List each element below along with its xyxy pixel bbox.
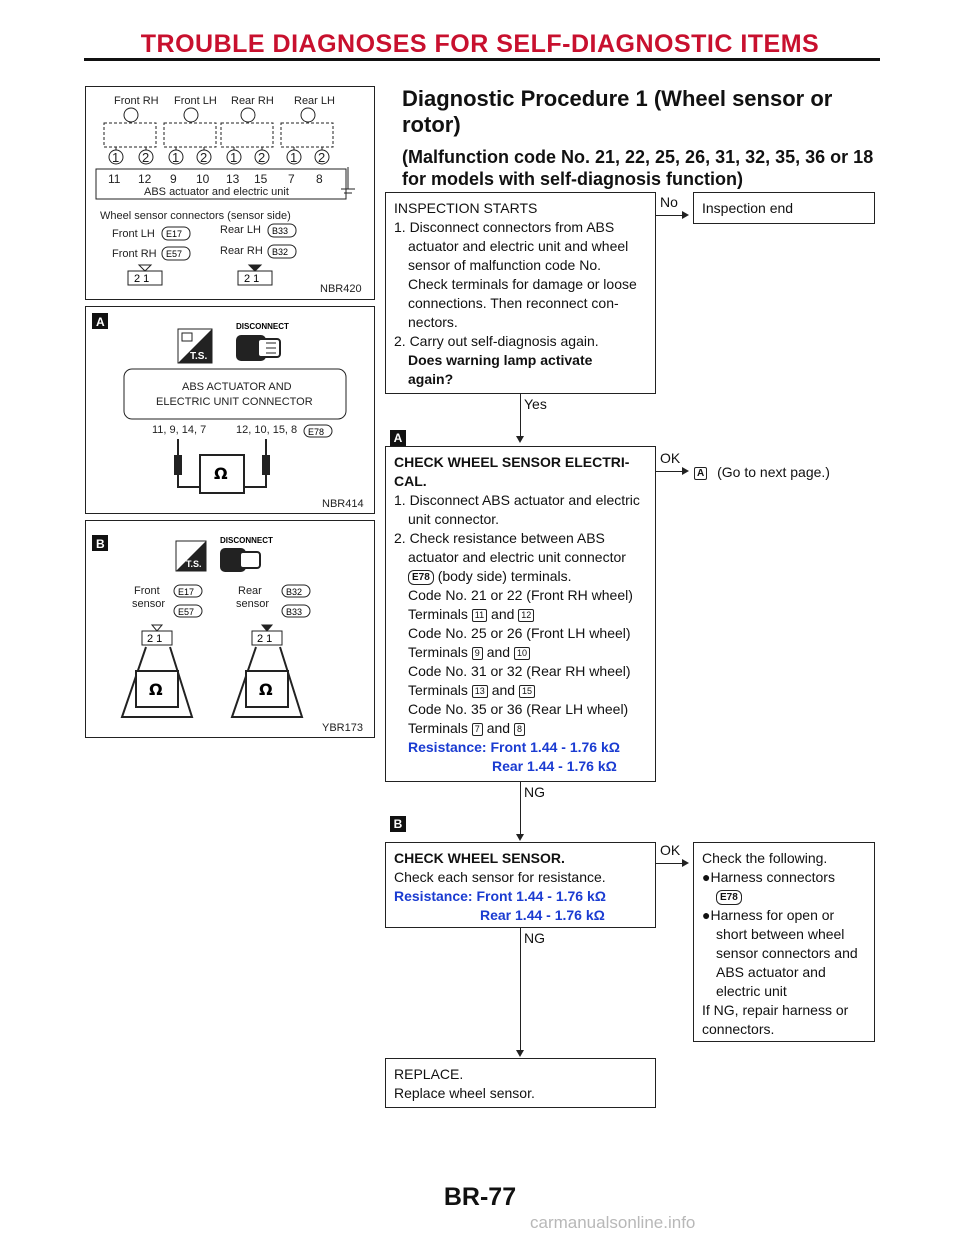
inspection-step-1-cont: connections. Then reconnect con- — [408, 295, 619, 311]
tester-icon — [176, 541, 206, 571]
label-front-lh: Front LH — [174, 95, 217, 107]
inspection-step-1-cont: sensor of malfunction code No. — [408, 257, 601, 273]
label-rear-lh: Rear LH — [294, 95, 335, 107]
inspection-step-1-cont: actuator and electric unit and wheel — [408, 238, 629, 254]
terminal-15: 15 — [254, 172, 268, 186]
figure-code: YBR173 — [322, 722, 363, 734]
procedure-heading: Diagnostic Procedure 1 (Wheel sensor or rotor) — [402, 86, 833, 137]
inspection-question: Does warning lamp activate — [408, 352, 593, 368]
yes-connector-line — [520, 394, 521, 436]
ok-arrow-icon — [682, 467, 689, 475]
check-following-footer: connectors. — [702, 1021, 775, 1037]
ng-connector-line — [520, 928, 521, 1050]
no-connector-line — [656, 215, 682, 216]
step-mark-b: B — [390, 816, 406, 832]
front-rh-label: Front RH — [112, 248, 157, 260]
connector-e57: E57 — [178, 607, 195, 617]
ok-connector-line — [656, 863, 682, 864]
connector-disconnect-icon — [220, 548, 260, 572]
code-desc: Code No. 25 or 26 (Front LH wheel) — [408, 625, 631, 641]
connector-b32: B32 — [272, 247, 289, 257]
pin-1: 1 — [172, 150, 180, 165]
no-arrow-icon — [682, 211, 689, 219]
code-desc: Code No. 35 or 36 (Rear LH wheel) — [408, 701, 629, 717]
figure-code: NBR420 — [320, 283, 362, 295]
pin-1: 1 — [230, 150, 238, 165]
connector-e17: E17 — [178, 587, 195, 597]
sensor-coil-icon — [184, 108, 198, 122]
pin-2: 2 — [200, 150, 208, 165]
sensor-coil-icon — [241, 108, 255, 122]
figure-sensor-check — [85, 520, 375, 738]
body-side-line: E78 (body side) terminals. — [394, 567, 647, 586]
sensor-resistance-rear: Rear 1.44 - 1.76 kΩ — [480, 907, 605, 923]
terminal-9: 9 — [170, 172, 177, 186]
inspection-step-1-cont: nectors. — [408, 314, 458, 330]
code-desc: Code No. 21 or 22 (Front RH wheel) — [408, 587, 633, 603]
front-lh-label: Front LH — [112, 228, 155, 240]
terminals-line: Terminals 7 and 8 — [394, 719, 647, 738]
check-item-cont: electric unit — [716, 983, 787, 999]
step-mark-a: A — [390, 430, 406, 446]
rear-connector-pins: 2 1 — [257, 633, 273, 645]
wiring-diagram-svg — [86, 87, 374, 299]
figure-abs-connector-check — [85, 306, 375, 514]
pin-1: 1 — [112, 150, 120, 165]
front-sensor-label-1: Front — [134, 585, 160, 597]
pin-2: 2 — [258, 150, 266, 165]
svg-text:A: A — [96, 315, 105, 329]
inspection-end-box: Inspection end — [693, 192, 875, 224]
check-following-footer: If NG, repair harness or — [702, 1002, 849, 1018]
terminal-12: 12 — [138, 172, 152, 186]
ok-label: OK — [660, 450, 681, 466]
ng-label: NG — [524, 784, 545, 800]
pin-2: 2 — [142, 150, 150, 165]
yes-label: Yes — [524, 396, 547, 412]
front-connector-pins: 2 1 — [147, 633, 163, 645]
page-number: BR-77 — [443, 1183, 517, 1211]
disconnect-label: DISCONNECT — [220, 536, 273, 545]
ok-label: OK — [660, 842, 681, 858]
sensor-check-svg — [86, 521, 374, 737]
bullet-icon: ● — [702, 869, 711, 885]
connectors-title: Wheel sensor connectors (sensor side) — [100, 210, 291, 222]
ng-arrow-icon — [516, 1050, 524, 1057]
check-sensor-title: CHECK WHEEL SENSOR. — [394, 850, 565, 866]
page-header-title: TROUBLE DIAGNOSES FOR SELF-DIAGNOSTIC ITEMS — [140, 30, 820, 58]
rear-lh-label: Rear LH — [220, 224, 261, 236]
terminal-10: 10 — [196, 172, 210, 186]
terminal-7: 7 — [288, 172, 295, 186]
check-following-title: Check the following. — [702, 850, 828, 866]
unit-label: ABS actuator and electric unit — [144, 186, 289, 198]
svg-text:T.S.: T.S. — [186, 559, 202, 569]
disconnect-label: DISCONNECT — [236, 322, 289, 331]
connector-e78: E78 — [408, 570, 434, 585]
front-sensor-label-2: sensor — [132, 598, 166, 610]
rear-rh-label: Rear RH — [220, 245, 263, 257]
connector-e78: E78 — [716, 890, 742, 905]
check-item-conn — [702, 887, 866, 906]
header-rule — [84, 58, 880, 61]
check-electrical-step-2: 2. Check resistance between ABS — [394, 530, 605, 546]
replace-line: Replace wheel sensor. — [394, 1085, 535, 1101]
tester-icon — [178, 329, 212, 363]
procedure-subtitle: (Malfunction code No. 21, 22, 25, 26, 31, 32, 35, 36 or 18 for models with self-diagnosis function) — [402, 147, 874, 189]
svg-text:B: B — [96, 537, 105, 551]
connector-b32: B32 — [286, 587, 303, 597]
connector-b33: B33 — [272, 226, 289, 236]
yes-arrow-icon — [516, 436, 524, 443]
check-sensor-box — [385, 842, 656, 928]
check-item: ●Harness for open or — [702, 907, 835, 923]
check-electrical-step-2-cont: actuator and electric unit connector — [408, 549, 626, 565]
terminal-11: 11 — [108, 172, 121, 186]
figure-wiring-diagram — [85, 86, 375, 300]
label-rear-rh: Rear RH — [231, 95, 274, 107]
svg-text:Ω: Ω — [214, 464, 228, 483]
left-terminals: 11, 9, 14, 7 — [152, 424, 207, 436]
svg-text:T.S.: T.S. — [190, 351, 208, 362]
terminals-line: Terminals 13 and 15 — [394, 681, 647, 700]
inspection-title: INSPECTION STARTS — [394, 200, 538, 216]
connector-e57: E57 — [166, 249, 183, 259]
replace-box — [385, 1058, 656, 1108]
terminal-13: 13 — [226, 172, 240, 186]
terminals-line: Terminals 11 and 12 — [394, 605, 647, 624]
terminal-8: 8 — [316, 172, 323, 186]
pin-1: 1 — [290, 150, 298, 165]
figure-code: NBR414 — [322, 498, 364, 510]
ng-connector-line — [520, 782, 521, 834]
sensor-coil-icon — [301, 108, 315, 122]
sensor-coil-icon — [124, 108, 138, 122]
rear-sensor-label-2: sensor — [236, 598, 270, 610]
check-electrical-step-1: 1. Disconnect ABS actuator and electric — [394, 492, 640, 508]
abs-connector-svg — [86, 307, 374, 513]
right-terminals: 12, 10, 15, 8 — [236, 424, 298, 436]
connector-b33: B33 — [286, 607, 303, 617]
check-electrical-title: CAL. — [394, 473, 427, 489]
pin-2: 2 — [318, 150, 326, 165]
ok-connector-line — [656, 471, 682, 472]
ng-label: NG — [524, 930, 545, 946]
replace-title: REPLACE. — [394, 1066, 464, 1082]
sensor-resistance-front: Resistance: Front 1.44 - 1.76 kΩ — [394, 888, 606, 904]
bullet-icon: ● — [702, 907, 711, 923]
check-following-box — [693, 842, 875, 1042]
abs-connector-title-2: ELECTRIC UNIT CONNECTOR — [156, 396, 313, 408]
check-electrical-box — [385, 446, 656, 782]
check-item-cont: short between wheel — [716, 926, 845, 942]
ng-arrow-icon — [516, 834, 524, 841]
rear-sensor-label-1: Rear — [238, 585, 262, 597]
rear-connector-pins: 2 1 — [244, 273, 260, 285]
no-label: No — [660, 194, 678, 210]
connector-disconnect-icon — [236, 335, 280, 361]
terminals-line: Terminals 9 and 10 — [394, 643, 647, 662]
inspection-step-1-cont: Check terminals for damage or loose — [408, 276, 637, 292]
abs-connector-title-1: ABS ACTUATOR AND — [182, 381, 292, 393]
inspection-step-2: 2. Carry out self-diagnosis again. — [394, 333, 599, 349]
goto-next-page: A (Go to next page.) — [694, 464, 830, 480]
watermark: carmanualsonline.info — [530, 1213, 696, 1232]
resistance-rear: Rear 1.44 - 1.76 kΩ — [492, 758, 617, 774]
check-electrical-title: CHECK WHEEL SENSOR ELECTRI- — [394, 454, 630, 470]
label-front-rh: Front RH — [114, 95, 159, 107]
front-connector-pins: 2 1 — [134, 273, 150, 285]
svg-text:Ω: Ω — [149, 680, 163, 699]
check-sensor-line: Check each sensor for resistance. — [394, 869, 606, 885]
inspection-step-1: 1. Disconnect connectors from ABS — [394, 219, 615, 235]
check-electrical-step-1-cont: unit connector. — [408, 511, 500, 527]
check-item: ●Harness connectors — [702, 869, 835, 885]
ok-arrow-icon — [682, 859, 689, 867]
svg-text:Ω: Ω — [259, 680, 273, 699]
inspection-starts-box — [385, 192, 656, 394]
check-item-cont: ABS actuator and — [716, 964, 826, 980]
connector-e78: E78 — [308, 427, 325, 437]
check-item-cont: sensor connectors and — [716, 945, 858, 961]
goto-mark: A — [694, 467, 707, 480]
resistance-front: Resistance: Front 1.44 - 1.76 kΩ — [408, 739, 620, 755]
inspection-question: again? — [408, 371, 454, 387]
code-desc: Code No. 31 or 32 (Rear RH wheel) — [408, 663, 631, 679]
connector-e17: E17 — [166, 229, 183, 239]
